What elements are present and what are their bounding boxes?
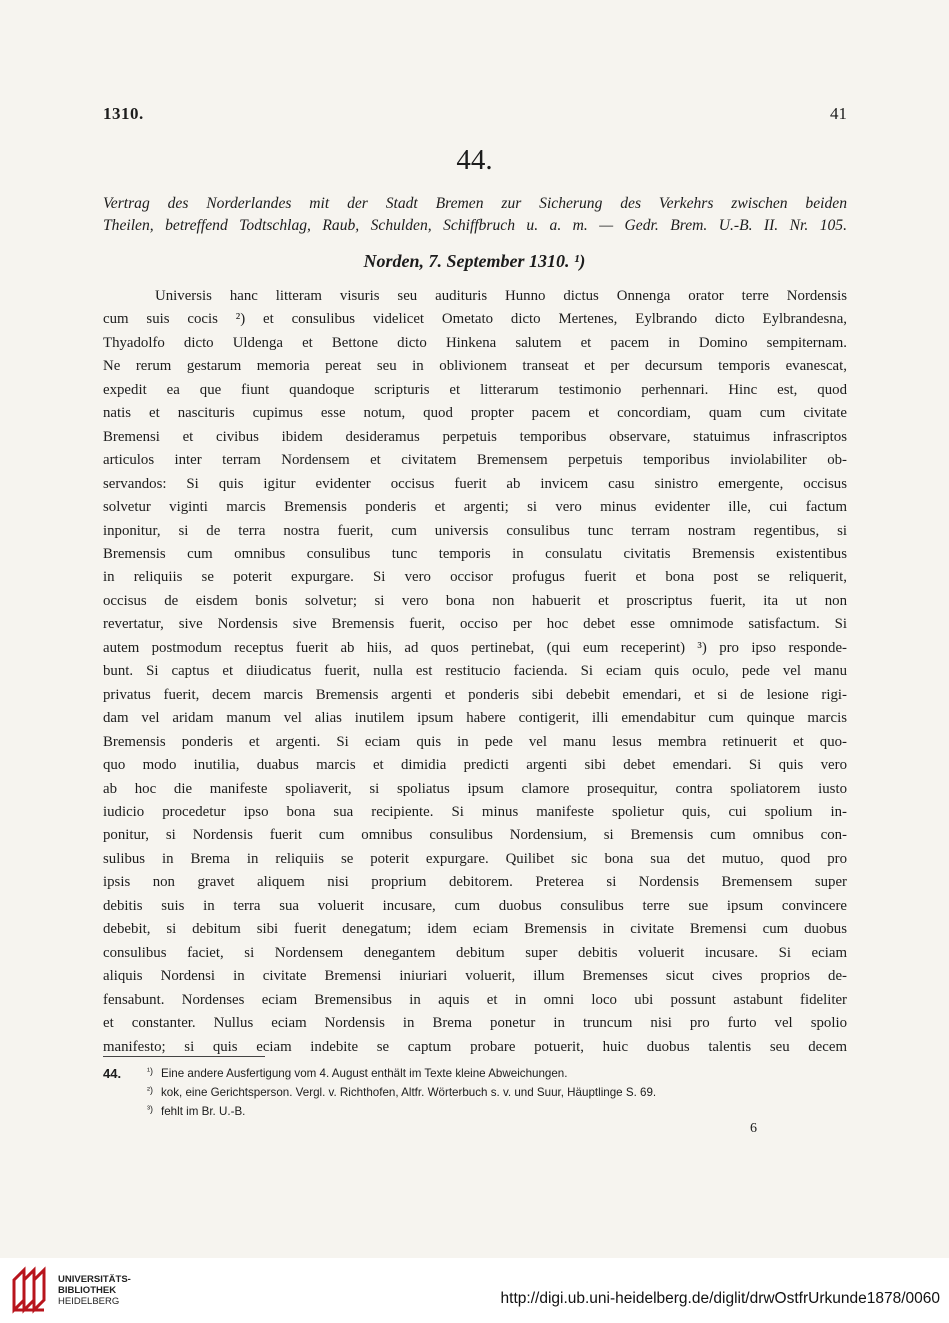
footnote-text: kok, eine Gerichtsperson. Vergl. v. Richthofen, Altfr. Wörterbuch s. v. und Suur, Häuptlinge S. 69. bbox=[161, 1086, 657, 1099]
body-text-line: ponitur, si Nordensis fuerit cum omnibus consulibus Nordensium, si Bremensis cum omnibus con- bbox=[103, 827, 847, 844]
document-body bbox=[103, 285, 847, 1059]
body-text-line: ab hoc die manifeste spoliaverit, si spoliatus ipsum clamore prosequitur, contra spoliatorem iusto bbox=[103, 780, 847, 797]
document-date: Norden, 7. September 1310. ¹) bbox=[363, 251, 586, 271]
body-text-line: iudicio procedetur ipso bona sua recipiente. Si minus manifeste spolietur quis, cui spolium in- bbox=[103, 803, 847, 820]
body-text-line: occisus de eisdem bonis solvetur; si vero bona non habuerit et proscriptus fuerit, ita ut non bbox=[103, 592, 847, 609]
footnote-mark: ²) bbox=[147, 1085, 153, 1095]
library-name-line: BIBLIOTHEK bbox=[58, 1285, 117, 1296]
footnote-document-number: 44. bbox=[103, 1066, 122, 1081]
document-title bbox=[103, 193, 847, 237]
body-text-line: et constanter. Nullus eciam Nordensis in Brema ponetur in truncum nisi pro furto vel spolio bbox=[103, 1015, 847, 1032]
body-text-line: solvetur viginti marcis Bremensis ponderis et argenti; si vero minus evidenter ille, cui factum bbox=[103, 499, 847, 516]
footnotes bbox=[103, 1064, 847, 1121]
running-head bbox=[103, 104, 847, 128]
footnote bbox=[103, 1102, 847, 1121]
document-title-line: Theilen, betreffend Todtschlag, Raub, Schulden, Schiffbruch u. a. m. — Gedr. Brem. U.-B. II. Nr. 105. bbox=[103, 217, 847, 234]
body-text-line: bunt. Si captus et diiudicatus fuerit, nulla est restitucio facienda. Si eciam quis oculo, pede vel manu bbox=[103, 663, 847, 680]
footnote-text: Eine andere Ausfertigung vom 4. August enthält im Texte kleine Abweichungen. bbox=[161, 1067, 568, 1080]
running-head-year: 1310. bbox=[103, 104, 144, 123]
footnote-divider bbox=[103, 1056, 265, 1057]
body-text-line: manifesto; si quis eciam indebite se captum probare potuerit, huic duobus talentis seu decem bbox=[103, 1038, 847, 1055]
body-text-line: Bremensi et civibus ibidem desideramus perpetuis temporibus observare, statuimus infrascriptos bbox=[103, 428, 847, 445]
body-text-line: cum suis cocis ²) et consulibus videlicet Ometato dicto Mertenes, Eylbrando dicto Eylbrandesna, bbox=[103, 311, 847, 328]
footnote-text: fehlt im Br. U.-B. bbox=[161, 1105, 246, 1118]
footnote bbox=[103, 1064, 847, 1083]
body-text-line: Ne rerum gestarum memoria pereat seu in oblivionem transeat et per decursum temporis evanescat, bbox=[103, 358, 847, 375]
university-library-logo-icon[interactable] bbox=[10, 1266, 54, 1314]
body-text-line: expedit ea que fiunt quandoque scripturis et litterarum testimonio perhennari. Hinc est, quod bbox=[103, 381, 847, 398]
body-text-line: quo modo inutilia, duabus marcis et dimidia predicti argenti sibi debet emendari. Si quis vero bbox=[103, 757, 847, 774]
body-text-line: sulibus in Brema in reliquiis se poterit expurgare. Quilibet sic bona sua det mutuo, quod pro bbox=[103, 850, 847, 867]
library-name[interactable] bbox=[58, 1274, 131, 1307]
body-text-line: Bremensis cum omnibus consulibus tunc temporis in consulatu civitatis Bremensis existentibus bbox=[103, 545, 847, 562]
body-text-line: servandos: Si quis igitur evidenter occisus fuerit ab invicem casu sinistro emergente, occisus bbox=[103, 475, 847, 492]
library-name-line: HEIDELBERG bbox=[58, 1296, 120, 1307]
body-text-line: natis et nascituris cupimus esse notum, quod propter pacem et concordiam, quam cum civitate bbox=[103, 405, 847, 422]
body-text-line: revertatur, sive Nordensis sive Bremensis fuerit, occiso per hoc debet esse omnimode satisfactum. Si bbox=[103, 616, 847, 633]
body-text-line: autem postmodum receptus fuerit ab hiis, ad quos pertinebat, (qui eum receperint) ³) pro ipso responde- bbox=[103, 639, 847, 656]
body-text-line: articulos inter terram Nordensem et civitatem Bremensem perpetuis temporibus inviolabiliter ob- bbox=[103, 452, 847, 469]
footnote-mark: ³) bbox=[147, 1104, 153, 1114]
body-text-line: aliquis Nordensi in civitate Bremensi iniuriari voluerit, illum Bremenses sicut cives proprios de- bbox=[103, 968, 847, 985]
body-text-line: debitis suis in terra sua voluerit incusare, cum duobus consulibus terre sue ipsum convincere bbox=[103, 897, 847, 914]
body-text-line: dam vel aridam manum vel alias inutilem ipsum habere contigerit, illi emendabitur cum quinque marcis bbox=[103, 710, 847, 727]
library-name-line: UNIVERSITÄTS- bbox=[58, 1274, 131, 1285]
printer-signature: 6 bbox=[750, 1121, 757, 1136]
body-text-line: ipsis non gravet aliquem nisi proprium debitorem. Preterea si Nordensis Bremensem super bbox=[103, 874, 847, 891]
body-text-line: in reliquiis se poterit expurgare. Si vero occisor profugus fuerit et bona post se reliquerit, bbox=[103, 569, 847, 586]
document-number: 44. bbox=[456, 144, 493, 176]
body-text-line: debebit, si debitum sibi fuerit denegatum; idem eciam Bremensis in civitate Bremensi cum duobus bbox=[103, 921, 847, 938]
body-text-line: privatus fuerit, decem marcis Bremensis argenti et ponderis sibi debebit emendari, et si de lesione rigi- bbox=[103, 686, 847, 703]
running-head-page-number: 41 bbox=[830, 104, 847, 123]
body-text-line: Universis hanc litteram visuris seu audituris Hunno dictus Onnenga orator terre Nordensis bbox=[155, 288, 847, 304]
viewer-footer bbox=[0, 1258, 949, 1323]
body-text-line: fensabunt. Nordenses eciam Bremensibus in aquis et in omni loco ubi possunt astabunt fideliter bbox=[103, 991, 847, 1008]
footnote-mark: ¹) bbox=[147, 1066, 153, 1076]
body-text-line: inponitur, si de terra nostra fuerit, cum universis consulibus tunc terram nostram regentibus, si bbox=[103, 522, 847, 539]
permalink-url[interactable]: http://digi.ub.uni-heidelberg.de/diglit/drwOstfrUrkunde1878/0060 bbox=[500, 1290, 940, 1307]
body-text-line: consulibus faciet, si Nordensem denegantem debitum super debitis voluerit incusare. Si eciam bbox=[103, 944, 847, 961]
body-text-line: Thyadolfo dicto Uldenga et Bettone dicto Hinkena salutem et pacem in Domino sempiternam. bbox=[103, 334, 847, 351]
document-title-line: Vertrag des Norderlandes mit der Stadt Bremen zur Sicherung des Verkehrs zwischen beiden bbox=[103, 195, 847, 212]
body-text-line: Bremensis ponderis et argenti. Si eciam quis in pede vel manu lesus membra retinuerit et quo- bbox=[103, 733, 847, 750]
footnote bbox=[103, 1083, 847, 1102]
